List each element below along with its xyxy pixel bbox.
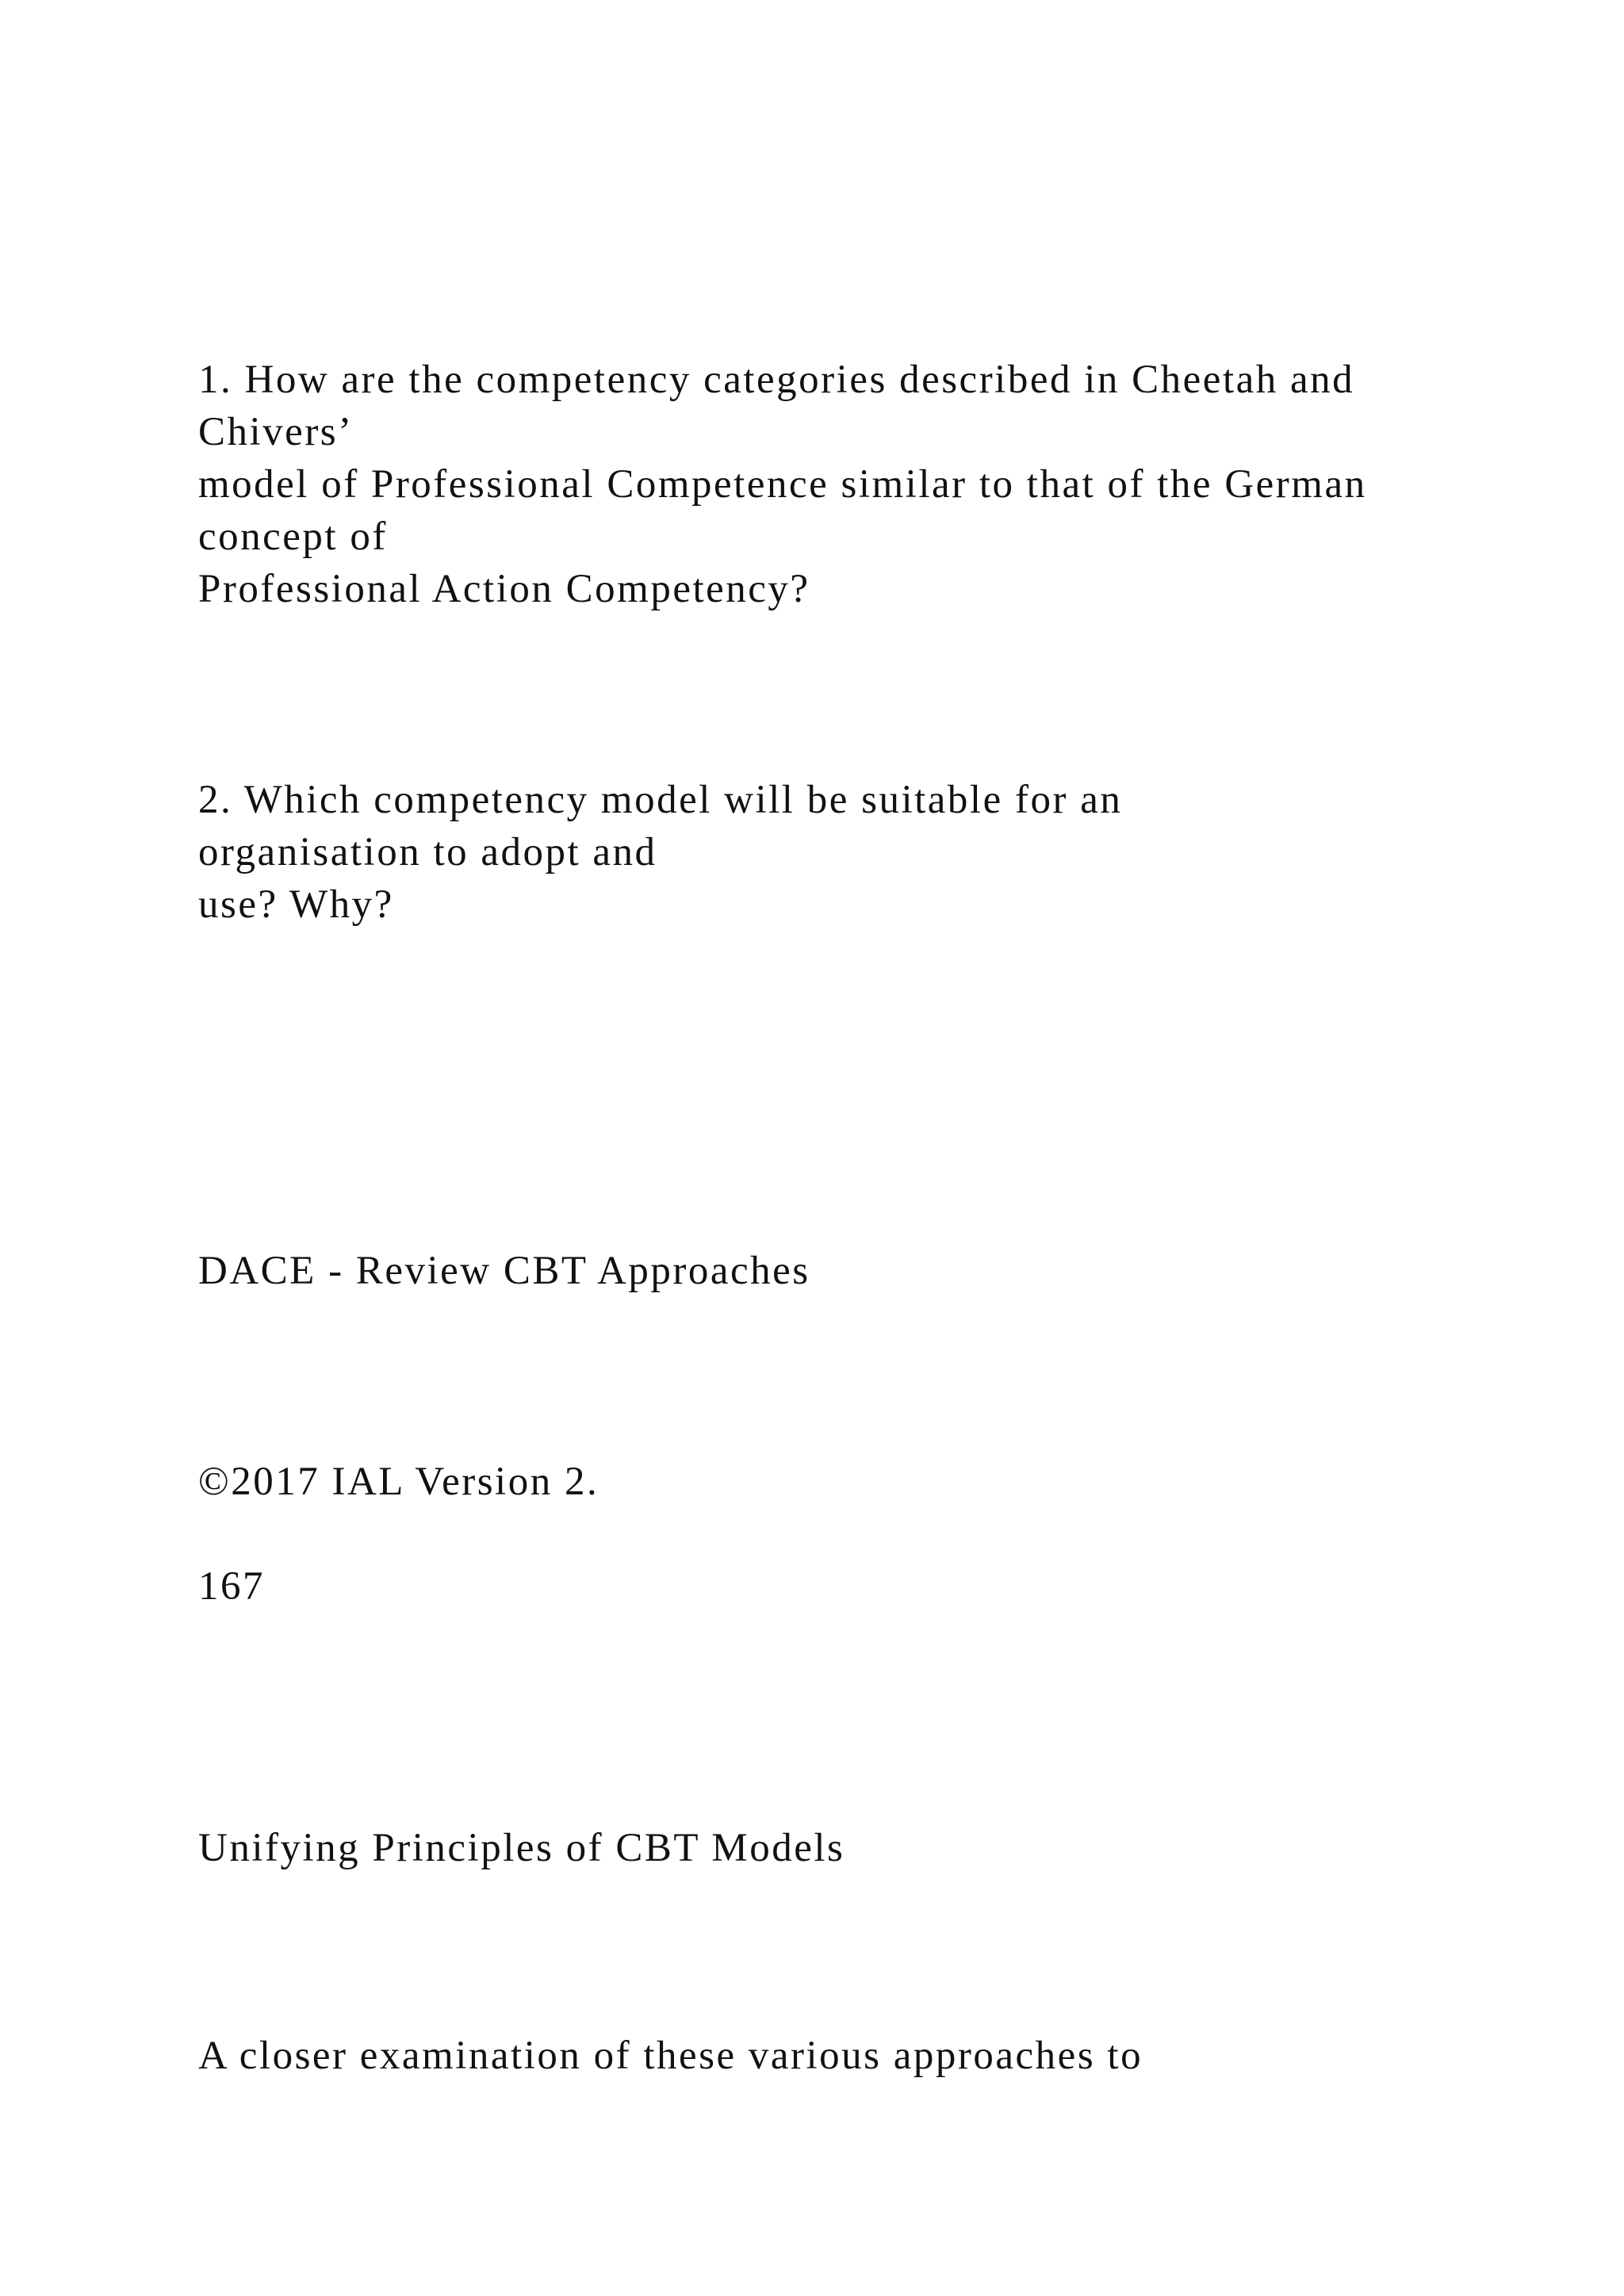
page-number: 167 (198, 1564, 265, 1609)
question-2-line-3: use? Why? (198, 882, 394, 927)
copyright-notice: ©2017 IAL Version 2. (198, 1460, 599, 1504)
section-heading: Unifying Principles of CBT Models (198, 1826, 845, 1870)
question-2-line-1: 2. Which competency model will be suitable for an (198, 778, 1123, 822)
question-1-line-1: 1. How are the competency categories described in Cheetah and (198, 358, 1355, 402)
footer-title: DACE - Review CBT Approaches (198, 1249, 810, 1293)
question-1-line-2: Chivers’ (198, 410, 354, 454)
question-1-line-5: Professional Action Competency? (198, 567, 810, 611)
question-2-line-2: organisation to adopt and (198, 830, 657, 874)
question-1-line-3: model of Professional Competence similar to that of the German (198, 462, 1367, 507)
question-1-line-4: concept of (198, 515, 388, 559)
body-text-line: A closer examination of these various approaches to (198, 2034, 1143, 2078)
